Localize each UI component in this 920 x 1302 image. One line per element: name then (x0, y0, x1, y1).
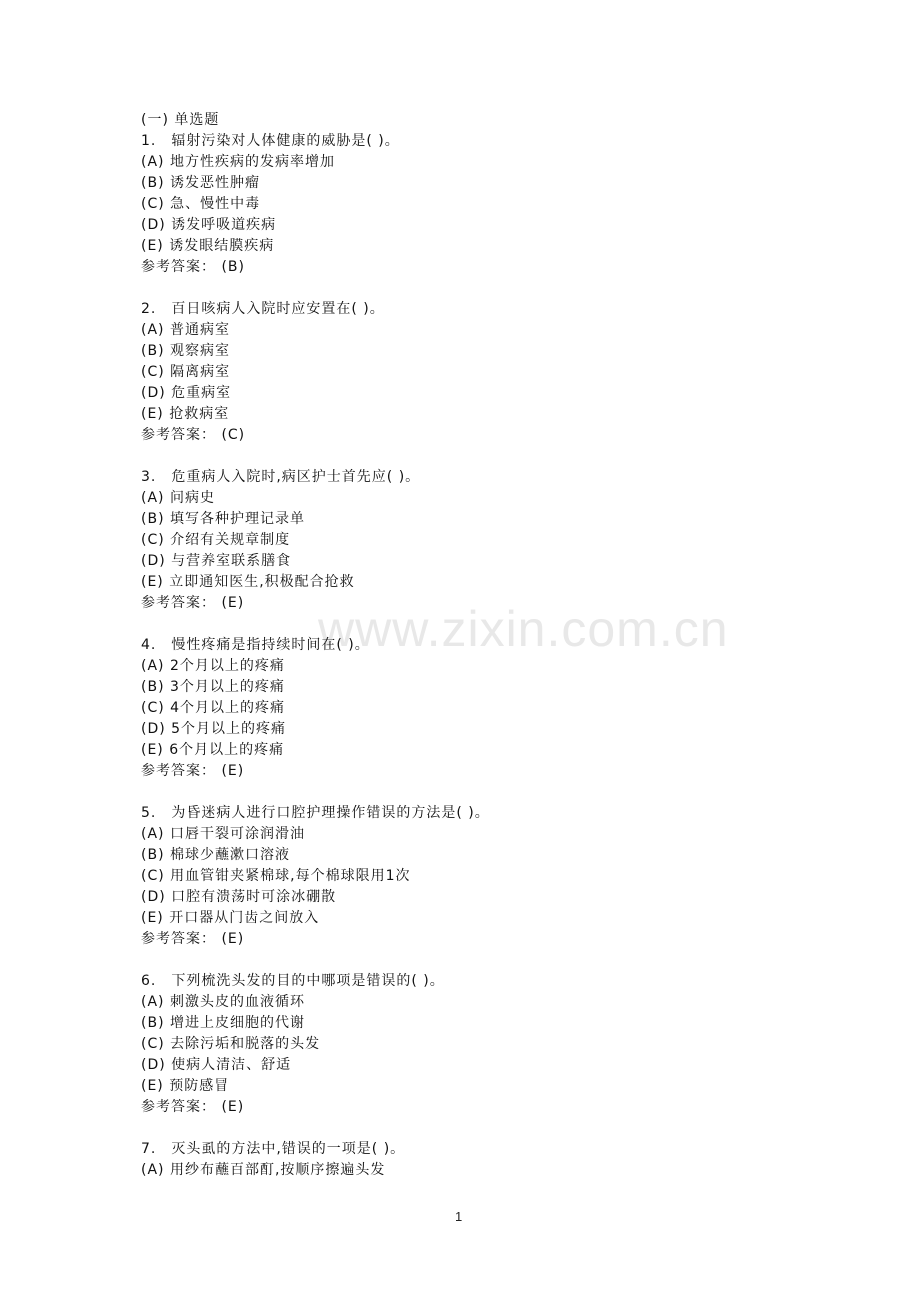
option-c: (C) 急、慢性中毒 (141, 196, 261, 212)
option-b: (B) 观察病室 (141, 343, 230, 359)
option-c: (C) 介绍有关规章制度 (141, 532, 291, 548)
reference-answer: 参考答案： (E) (141, 931, 245, 947)
blank-line (141, 782, 781, 803)
question-block (141, 299, 781, 467)
option-c: (C) 4个月以上的疼痛 (141, 700, 286, 716)
option-d: (D) 危重病室 (141, 385, 232, 401)
option-b: (B) 增进上皮细胞的代谢 (141, 1015, 305, 1031)
option-a: (A) 地方性疾病的发病率增加 (141, 154, 335, 170)
option-d: (D) 5个月以上的疼痛 (141, 721, 287, 737)
page-number: 1 (455, 1209, 463, 1224)
option-a: (A) 问病史 (141, 490, 215, 506)
option-d: (D) 与营养室联系膳食 (141, 553, 292, 569)
option-e: (E) 抢救病室 (141, 406, 230, 422)
option-c: (C) 隔离病室 (141, 364, 231, 380)
option-a: (A) 口唇干裂可涂润滑油 (141, 826, 305, 842)
reference-answer: 参考答案： (B) (141, 259, 245, 275)
question-stem: 1. 辐射污染对人体健康的威胁是( )。 (141, 133, 400, 149)
blank-line (141, 1118, 781, 1139)
blank-line (141, 446, 781, 467)
question-stem: 5. 为昏迷病人进行口腔护理操作错误的方法是( )。 (141, 805, 490, 821)
question-stem: 4. 慢性疼痛是指持续时间在( )。 (141, 637, 370, 653)
watermark: www.zixin.com.cn (318, 601, 729, 657)
blank-line (141, 950, 781, 971)
option-b: (B) 3个月以上的疼痛 (141, 679, 285, 695)
option-b: (B) 棉球少蘸漱口溶液 (141, 847, 290, 863)
question-block (141, 467, 781, 635)
option-d: (D) 使病人清洁、舒适 (141, 1057, 292, 1073)
option-e: (E) 预防感冒 (141, 1078, 230, 1094)
option-e: (E) 开口器从门齿之间放入 (141, 910, 320, 926)
reference-answer: 参考答案： (C) (141, 427, 246, 443)
option-a: (A) 用纱布蘸百部酊,按顺序擦遍头发 (141, 1162, 386, 1178)
option-b: (B) 诱发恶性肿瘤 (141, 175, 260, 191)
option-a: (A) 刺激头皮的血液循环 (141, 994, 305, 1010)
question-block (141, 803, 781, 971)
question-stem: 7. 灭头虱的方法中,错误的一项是( )。 (141, 1141, 406, 1157)
option-a: (A) 普通病室 (141, 322, 230, 338)
option-c: (C) 用血管钳夹紧棉球,每个棉球限用1次 (141, 868, 411, 884)
question-block (141, 971, 781, 1139)
option-e: (E) 6个月以上的疼痛 (141, 742, 285, 758)
document-body (141, 110, 781, 1181)
question-stem: 3. 危重病人入院时,病区护士首先应( )。 (141, 469, 421, 485)
question-block (141, 1139, 781, 1181)
option-b: (B) 填写各种护理记录单 (141, 511, 305, 527)
reference-answer: 参考答案： (E) (141, 763, 245, 779)
reference-answer: 参考答案： (E) (141, 595, 245, 611)
option-c: (C) 去除污垢和脱落的头发 (141, 1036, 321, 1052)
option-d: (D) 诱发呼吸道疾病 (141, 217, 277, 233)
option-a: (A) 2个月以上的疼痛 (141, 658, 285, 674)
option-d: (D) 口腔有溃荡时可涂冰硼散 (141, 889, 337, 905)
question-block (141, 635, 781, 803)
option-e: (E) 诱发眼结膜疾病 (141, 238, 275, 254)
blank-line (141, 614, 781, 635)
question-stem: 6. 下列梳洗头发的目的中哪项是错误的( )。 (141, 973, 445, 989)
question-block (141, 131, 781, 299)
option-e: (E) 立即通知医生,积极配合抢救 (141, 574, 355, 590)
reference-answer: 参考答案： (E) (141, 1099, 245, 1115)
blank-line (141, 278, 781, 299)
question-stem: 2. 百日咳病人入院时应安置在( )。 (141, 301, 385, 317)
section-title: (一) 单选题 (141, 112, 220, 128)
